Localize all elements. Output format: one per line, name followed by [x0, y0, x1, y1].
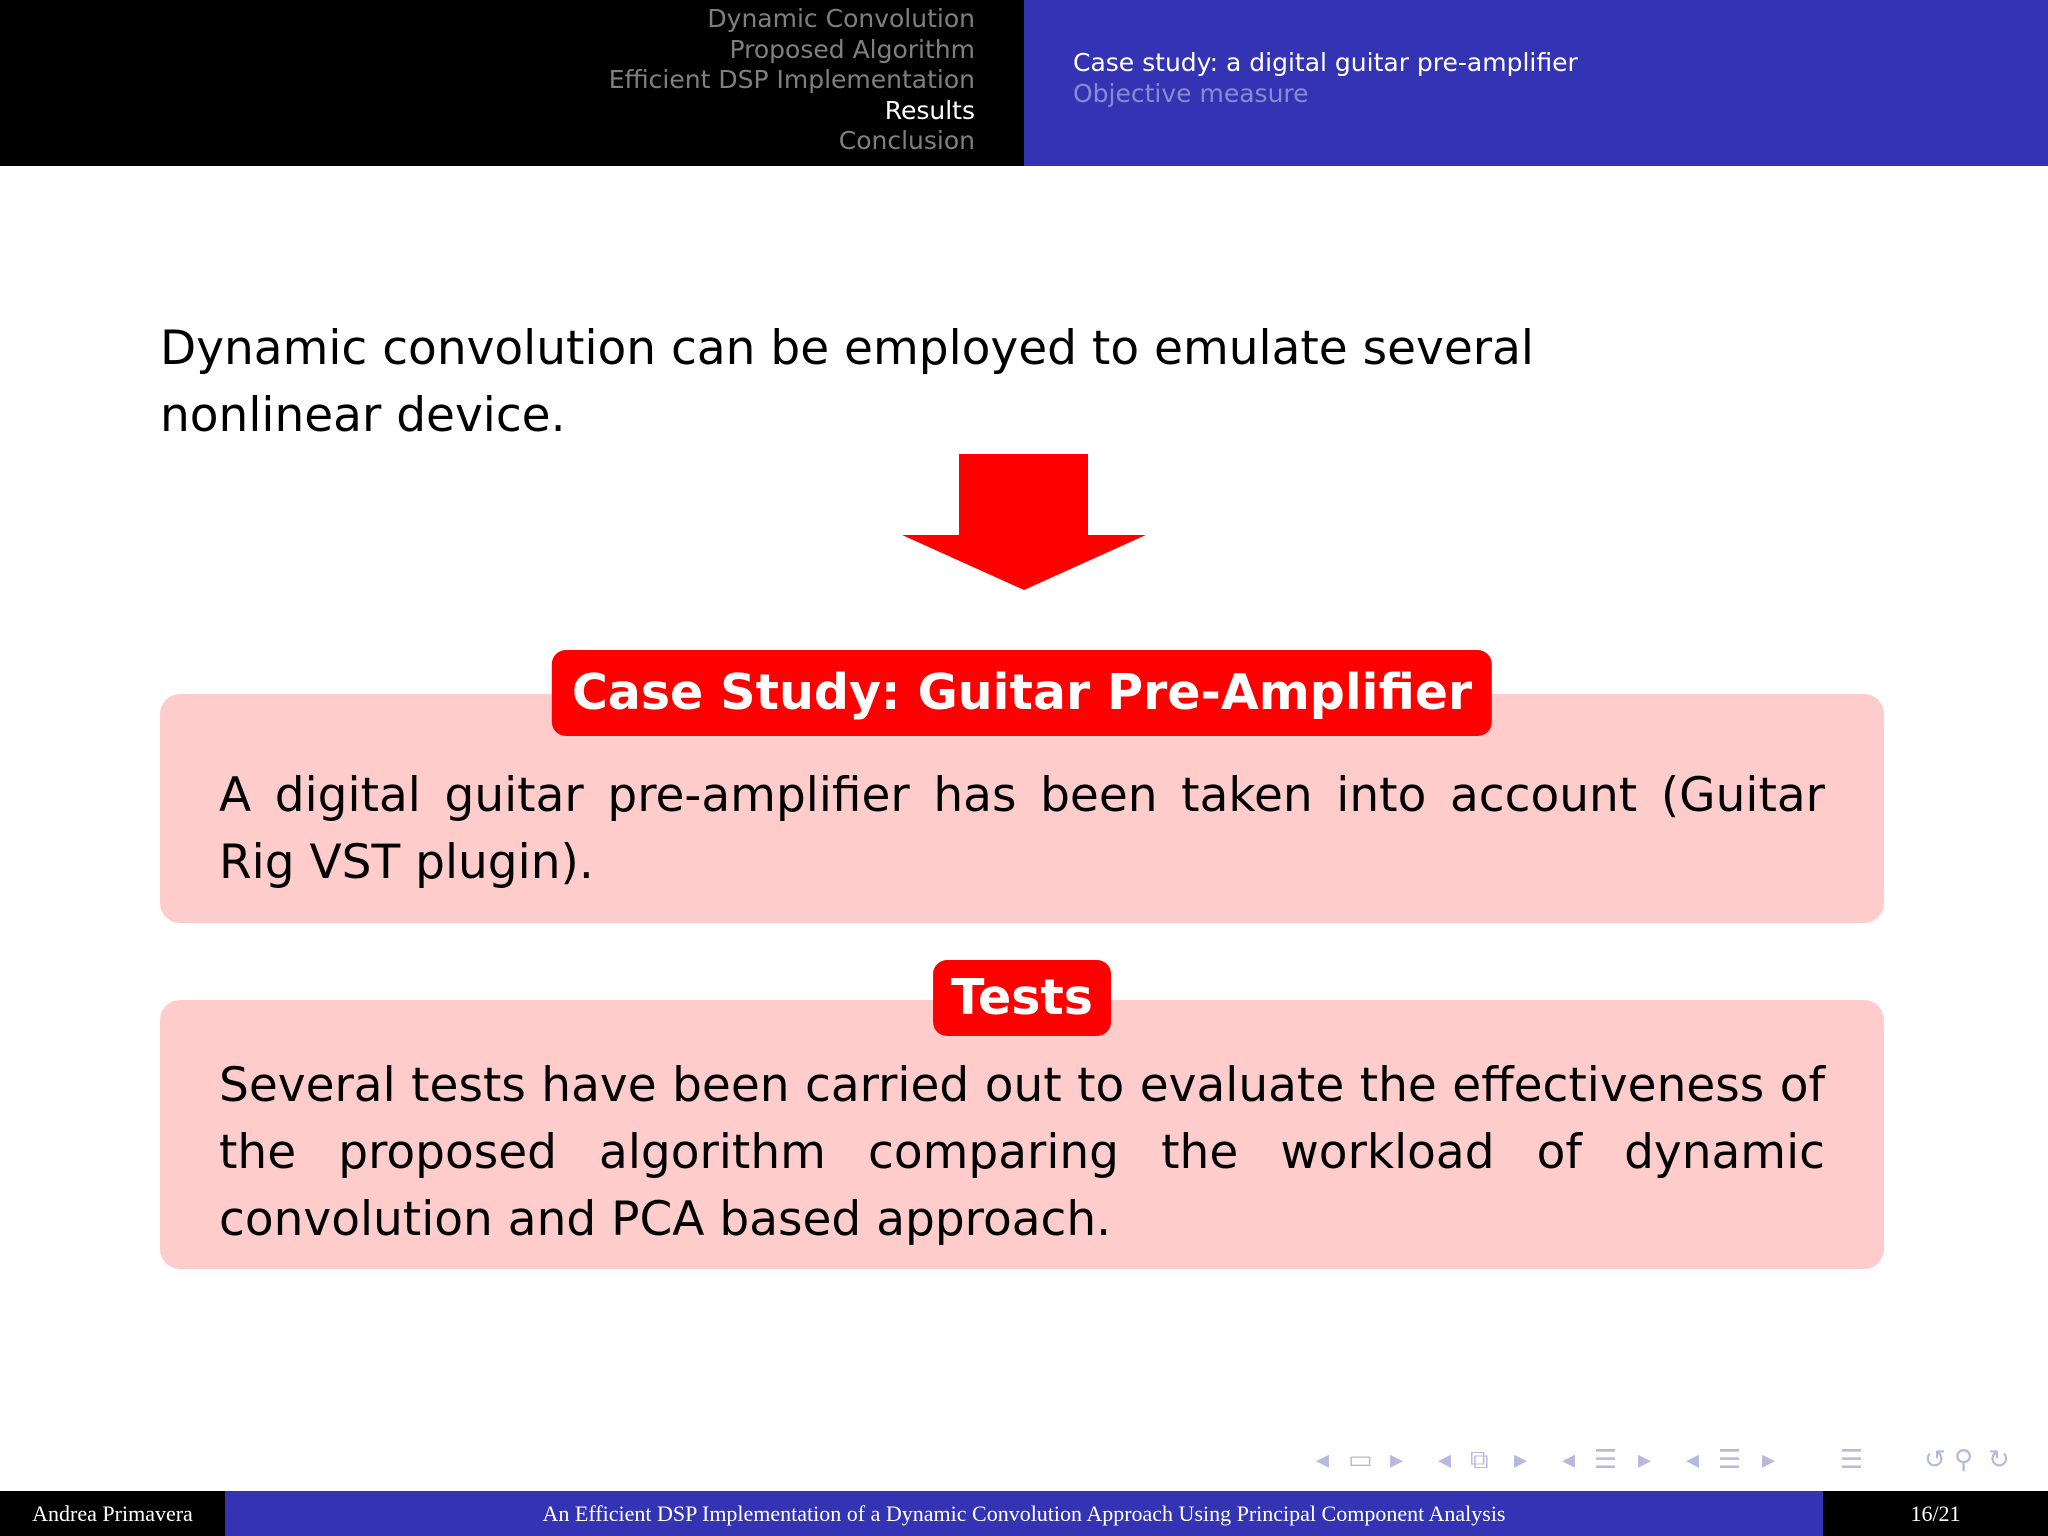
nav-subsection-icon[interactable]: ⧉ — [1470, 1445, 1489, 1475]
nav-section-conclusion[interactable]: Conclusion — [838, 126, 975, 155]
subsection-list — [1073, 48, 1578, 109]
section-list — [609, 4, 975, 157]
nav-subsection-objective-measure[interactable]: Objective measure — [1073, 78, 1309, 108]
nav-next-icon[interactable]: ▸ — [1638, 1445, 1652, 1475]
nav-section-icon[interactable]: ☰ — [1594, 1445, 1618, 1475]
slide-header — [0, 0, 2048, 166]
footer-title: An Efficient DSP Implementation of a Dynamic Convolution Approach Using Principal Component Analysis — [225, 1491, 1823, 1536]
nav-prev-icon[interactable]: ◂ — [1686, 1445, 1700, 1475]
nav-next-icon[interactable]: ▸ — [1390, 1445, 1404, 1475]
footer-page-number: 16/21 — [1823, 1491, 2048, 1536]
tests-block-body: Several tests have been carried out to evaluate the effectiveness of the proposed algorithm comparing the workload of dynamic convolution and PCA based approach. — [219, 1058, 1825, 1247]
nav-prev-icon[interactable]: ◂ — [1438, 1445, 1452, 1475]
nav-back-icon[interactable]: ↺ — [1924, 1445, 1946, 1475]
nav-toc-icon[interactable]: ☰ — [1840, 1445, 1864, 1475]
nav-prev-icon[interactable]: ◂ — [1562, 1445, 1576, 1475]
footer-author: Andrea Primavera — [0, 1491, 225, 1536]
nav-section-dynamic-convolution[interactable]: Dynamic Convolution — [707, 4, 975, 33]
slide-footer — [0, 1491, 2048, 1536]
case-study-block-body: A digital guitar pre-amplifier has been taken into account (Guitar Rig VST plugin). — [219, 768, 1825, 890]
nav-next-icon[interactable]: ▸ — [1762, 1445, 1776, 1475]
nav-search-icon[interactable]: ⚲ — [1954, 1445, 1974, 1475]
beamer-navigation-symbols — [1310, 1440, 2048, 1480]
nav-subsection-case-study[interactable]: Case study: a digital guitar pre-amplifier — [1073, 48, 1578, 77]
nav-forward-icon[interactable]: ↻ — [1988, 1445, 2010, 1475]
case-study-block — [160, 664, 1884, 923]
tests-block — [160, 969, 1884, 1269]
nav-prev-icon[interactable]: ◂ — [1316, 1445, 1330, 1475]
section-navigation — [0, 0, 1024, 166]
tests-block-title: Tests — [933, 960, 1111, 1036]
intro-text: Dynamic convolution can be employed to emulate several nonlinear device. — [160, 321, 1534, 443]
nav-section-icon[interactable]: ☰ — [1718, 1445, 1742, 1475]
nav-section-efficient-dsp[interactable]: Efficient DSP Implementation — [608, 65, 975, 94]
nav-section-proposed-algorithm[interactable]: Proposed Algorithm — [729, 34, 975, 64]
down-arrow-icon — [902, 454, 1146, 590]
nav-frame-icon[interactable]: ▭ — [1348, 1445, 1373, 1475]
nav-next-icon[interactable]: ▸ — [1514, 1445, 1528, 1475]
case-study-block-title: Case Study: Guitar Pre-Amplifier — [552, 650, 1492, 736]
subsection-navigation — [1024, 0, 2048, 166]
nav-section-results[interactable]: Results — [884, 95, 975, 125]
